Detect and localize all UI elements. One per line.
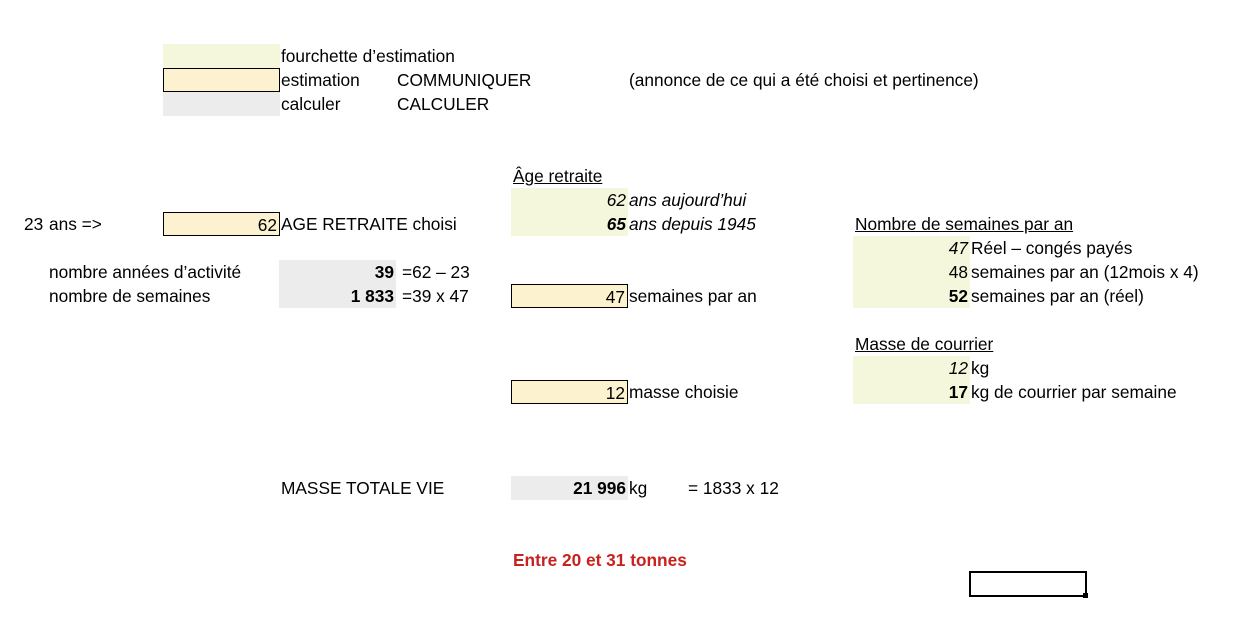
total-label: MASSE TOTALE VIE	[281, 478, 445, 498]
start-age-value[interactable]: 23	[24, 214, 44, 234]
retirement-age-input[interactable]: 62	[163, 212, 280, 236]
mail-ref-value-0[interactable]: 12	[853, 356, 970, 380]
activity-weeks-value[interactable]: 1 833	[279, 284, 396, 308]
retirement-ref-header: Âge retraite	[513, 166, 603, 186]
total-unit: kg	[629, 478, 648, 498]
mail-ref-value-1[interactable]: 17	[853, 380, 970, 404]
weeks-ref-value-0[interactable]: 47	[853, 236, 970, 260]
weeks-ref-label-0: Réel – congés payés	[971, 238, 1133, 258]
mail-ref-label-1: kg de courrier par semaine	[971, 382, 1177, 402]
mass-choice-label: masse choisie	[629, 382, 739, 402]
mail-ref-label-0: kg	[971, 358, 990, 378]
total-formula: = 1833 x 12	[688, 478, 779, 498]
legend-calc-label: calculer	[281, 94, 341, 114]
activity-years-formula: =62 – 23	[402, 262, 470, 282]
weeks-ref-label-2: semaines par an (réel)	[971, 286, 1144, 306]
start-age-suffix: ans =>	[49, 214, 102, 234]
mass-choice-input[interactable]: 12	[511, 380, 628, 404]
weeks-ref-label-1: semaines par an (12mois x 4)	[971, 262, 1199, 282]
legend-calc-swatch[interactable]	[163, 92, 280, 116]
weeks-per-year-label: semaines par an	[629, 286, 757, 306]
legend-range-label: fourchette d’estimation	[281, 46, 455, 66]
legend-note: (annonce de ce qui a été choisi et pertinence)	[629, 70, 979, 90]
weeks-ref-value-2[interactable]: 52	[853, 284, 970, 308]
retirement-ref-since-value[interactable]: 65	[511, 212, 628, 236]
activity-years-label: nombre années d’activité	[49, 262, 242, 282]
activity-years-value[interactable]: 39	[279, 260, 396, 284]
weeks-ref-header: Nombre de semaines par an	[855, 214, 1074, 234]
retirement-age-label: AGE RETRAITE choisi	[281, 214, 457, 234]
retirement-ref-since-label: ans depuis 1945	[629, 214, 756, 234]
mail-ref-header: Masse de courrier	[855, 334, 994, 354]
retirement-ref-today-value[interactable]: 62	[511, 188, 628, 212]
fill-handle[interactable]	[1083, 593, 1088, 598]
legend-estimation-action: COMMUNIQUER	[397, 70, 532, 90]
legend-estimation-label: estimation	[281, 70, 360, 90]
total-value[interactable]: 21 996	[511, 476, 628, 500]
weeks-ref-value-1[interactable]: 48	[853, 260, 970, 284]
retirement-ref-today-label: ans aujourd’hui	[629, 190, 747, 210]
legend-estimation-swatch[interactable]	[163, 68, 280, 92]
selected-cell[interactable]	[969, 571, 1087, 597]
result-text: Entre 20 et 31 tonnes	[513, 550, 687, 570]
legend-calc-action: CALCULER	[397, 94, 490, 114]
weeks-per-year-input[interactable]: 47	[511, 284, 628, 308]
activity-weeks-formula: =39 x 47	[402, 286, 469, 306]
legend-range-swatch[interactable]	[163, 44, 280, 68]
activity-weeks-label: nombre de semaines	[49, 286, 211, 306]
